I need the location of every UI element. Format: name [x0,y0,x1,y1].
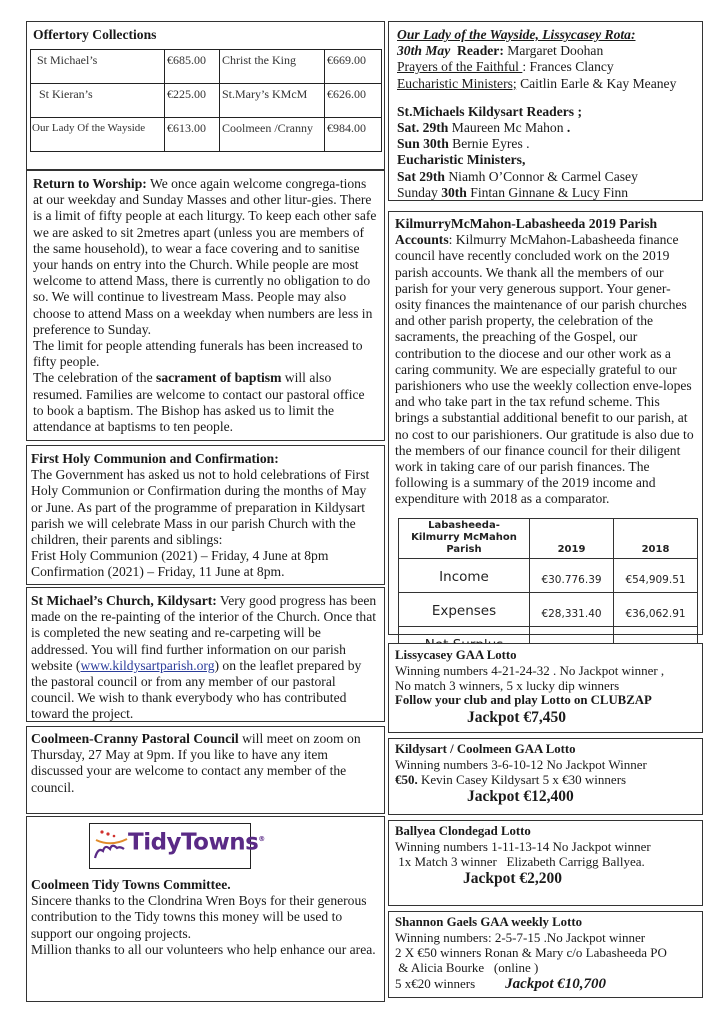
parish-name: St.Mary’s KMcM [220,84,325,118]
table-row [31,84,382,118]
collection-amount: €626.00 [325,84,382,118]
tidy-towns-heading: Coolmeen Tidy Towns Committee. [31,877,231,892]
tidy-towns-notice [26,816,385,1002]
parish-name: Coolmeen /Cranny [220,118,325,152]
worship-paragraph: We once again welcome congrega-tions at our weekday and Sunday Masses and other litur-gies. There is a limit of fifty people at each liturgy. To keep each other safe we are asked to sit 2metres apart (unless you are members of the same household), to wear a face covering and to sanitise your hands on entry into the Church. While people are most welcome to attend Mass, there is currently no obligation to do so. We will continue to livestream Mass. People may also choose to attend Mass on a weekday when numbers are less in preference to Sunday. [33,176,377,337]
parish-website-link[interactable]: www.kildysartparish.org [80,657,215,673]
prayers-name: : Frances Clancy [522,59,614,75]
lotto-title: Ballyea Clondegad Lotto [395,824,531,838]
collection-amount: €984.00 [325,118,382,152]
collection-amount: €669.00 [325,50,382,84]
row-label: Expenses [399,592,530,626]
em-sat-label: Sat 29th [397,168,445,184]
communion-body: The Government has asked us not to hold celebrations of First Holy Communion or Confirmation during the months of May or June. As part of the programme of preparation in Kildysart parish we will celebrate Mass in our parish Church with the children, their parents and siblings: [31,467,370,548]
offertory-title: Offertory Collections [33,27,157,42]
lotto-result-line: 2 X €50 winners Ronan & Mary c/o Labasheeda PO [395,945,667,960]
lotto-title: Lissycasey GAA Lotto [395,648,517,662]
sat-label: Sat. 29th [397,120,449,136]
prayers-label: Prayers of the Faithful [397,59,523,75]
lotto-small-winners: 5 x€20 winners [395,976,476,991]
lotto-jackpot: Jackpot €12,400 [467,788,574,805]
sun-label: Sun 30th [397,136,449,152]
lotto-result-line: Winning numbers: 2-5-7-15 .No Jackpot winner [395,930,646,945]
kildysart-coolmeen-lotto-panel [388,738,703,815]
tidy-towns-logo [89,823,265,869]
collection-amount: €685.00 [165,50,220,84]
tidy-towns-wordmark: TidyTowns [128,829,259,856]
reader-name: Margaret Doohan [503,43,604,59]
pastoral-council-heading: Coolmeen-Cranny Pastoral Council [31,731,239,746]
ministers-names: Caitlin Earle & Kay Meaney [516,75,677,91]
registered-mark: ® [258,835,265,843]
st-michaels-church-notice [26,587,385,722]
year-2018-header: 2018 [614,518,698,558]
lotto-title: Kildysart / Coolmeen GAA Lotto [395,742,576,756]
sun-reader: Bernie Eyres . [448,136,530,152]
value-2019: €30.776.39 [530,558,614,592]
rota-panel [388,21,703,201]
shannon-gaels-lotto-panel [388,911,703,998]
worship-heading: Return to Worship: [33,176,147,191]
st-michaels-heading: St Michael’s Church, Kildysart: [31,593,217,608]
table-row [31,118,382,152]
table-row [399,558,698,592]
parish-name: St Kieran’s [31,84,165,118]
lotto-result-line: Winning numbers 3-6-10-12 No Jackpot Winner [395,757,647,772]
pastoral-council-notice [26,726,385,814]
parish-header: Labasheeda- Kilmurry McMahon Parish [399,518,530,558]
value-2019: €28,331.40 [530,592,614,626]
lotto-clubzap-line: Follow your club and play Lotto on CLUBZAP [395,693,652,707]
em-sun-prefix: Sunday [397,184,442,200]
st-michaels-text-end: ) on the leaflet prepared by the pastoral council or from any member of our pastoral council. We wish to thank everybody who has contributed toward the project. [31,657,362,722]
table-header-row [399,518,698,558]
accounts-body: : Kilmurry McMahon-Labasheeda finance council have recently concluded work on the 2019 parish accounts. We thank all the members of our parish for your very generous support. Your gener-osity finances the maintenance of our parish churches and other parish property, the celebration of the sacraments, the preaching of the Gospel, our contribution to the diocese and our other work as a caring community. We are especially grateful to our parishioners who use the weekly collection enve-lopes and who take part in the tax refund scheme. This brings a substantial additional benefit to our parish, at no cost to our parishioners. Our gratitude is also due to the members of our finance council for their diligent work in taking care of our parish finances. The following is a summary of the 2019 income and expenditure with 2018 as a comparator. [395,232,694,507]
row-label: Income [399,558,530,592]
lotto-jackpot: Jackpot €7,450 [467,709,567,726]
lotto-prize-amount: €50. [395,772,418,787]
lissycasey-lotto-panel [388,643,703,733]
parish-name: Christ the King [220,50,325,84]
em-sat-names: Niamh O’Connor & Carmel Casey [444,168,638,184]
value-2018: €36,062.91 [614,592,698,626]
table-row [31,50,382,84]
em-sun-names: Fintan Ginnane & Lucy Finn [466,184,629,200]
offertory-collections-panel [26,21,385,170]
communion-date: Frist Holy Communion (2021) – Friday, 4 June at 8pm [31,548,329,564]
lotto-result-line: 1x Match 3 winner Elizabeth Carrigg Ballyea. [395,854,645,869]
value-2018: €54,909.51 [614,558,698,592]
offertory-table [30,49,382,152]
first-communion-notice [26,445,385,585]
communion-heading: First Holy Communion and Confirmation: [31,451,279,466]
sat-dot: . [566,120,571,136]
funerals-paragraph: The limit for people attending funerals has been increased to fifty people. [33,338,363,370]
accounts-table [398,518,698,661]
baptism-bold: sacrament of baptism [156,370,282,386]
kildysart-readers-heading: St.Michaels Kildysart Readers ; [397,103,583,119]
baptism-text: The celebration of the [33,370,157,386]
parish-accounts-panel [388,211,703,635]
parish-name: Our Lady Of the Wayside [31,118,165,152]
lotto-result-line: No match 3 winners, 5 x lucky dip winners [395,678,620,693]
year-2019-header: 2019 [530,518,614,558]
lotto-title: Shannon Gaels GAA weekly Lotto [395,915,583,929]
ballyea-clondegad-lotto-panel [388,820,703,906]
lotto-result-line: Winning numbers 1-11-13-14 No Jackpot winner [395,839,651,854]
lotto-jackpot: Jackpot €10,700 [505,976,606,992]
ministers-label: Eucharistic Ministers; [397,75,517,91]
rota-date: 30th May [397,43,451,59]
table-row [399,592,698,626]
em-sun-label: 30th [441,184,467,200]
collection-amount: €225.00 [165,84,220,118]
lotto-jackpot: Jackpot €2,200 [463,870,563,887]
lotto-prize-winner: Kevin Casey Kildysart 5 x €30 winners [417,772,627,787]
collection-amount: €613.00 [165,118,220,152]
lotto-result-line: & Alicia Bourke (online ) [395,960,539,975]
return-to-worship-notice [26,170,385,441]
tidy-towns-swirl-icon [93,827,129,863]
accounts-heading: KilmurryMcMahon-Labasheeda 2019 Parish Accounts [395,216,658,248]
baptism-text-end: will also resumed. Families are welcome to contact our pastoral office to book a baptism. The Bishop has asked us to limit the attendance at baptisms to ten people. [33,370,365,435]
lotto-result-line: Winning numbers 4-21-24-32 . No Jackpot winner , [395,663,665,678]
tidy-towns-volunteers: Million thanks to all our volunteers who help enhance our area. [31,941,376,957]
sat-reader: Maureen Mc Mahon [448,120,567,136]
st-michaels-text: Very good progress has been made on the re-painting of the interior of the Church. Once that is completed the new seating and re-carpeting will be addressed. You will find further information on our parish website ( [31,593,377,673]
kildysart-ministers-heading: Eucharistic Ministers, [397,152,526,168]
tidy-towns-thanks: Sincere thanks to the Clondrina Wren Boys for their generous contribution to the Tidy towns this money will be used to support our ongoing projects. [31,893,367,941]
rota-title: Our Lady of the Wayside, Lissycasey Rota: [397,27,636,42]
confirmation-date: Confirmation (2021) – Friday, 11 June at 8pm. [31,564,285,580]
reader-label: Reader: [457,43,504,59]
pastoral-council-text: will meet on zoom on Thursday, 27 May at 9pm. If you like to have any item discussed your are welcome to contact any member of the council. [31,731,361,795]
parish-name: St Michael’s [31,50,165,84]
